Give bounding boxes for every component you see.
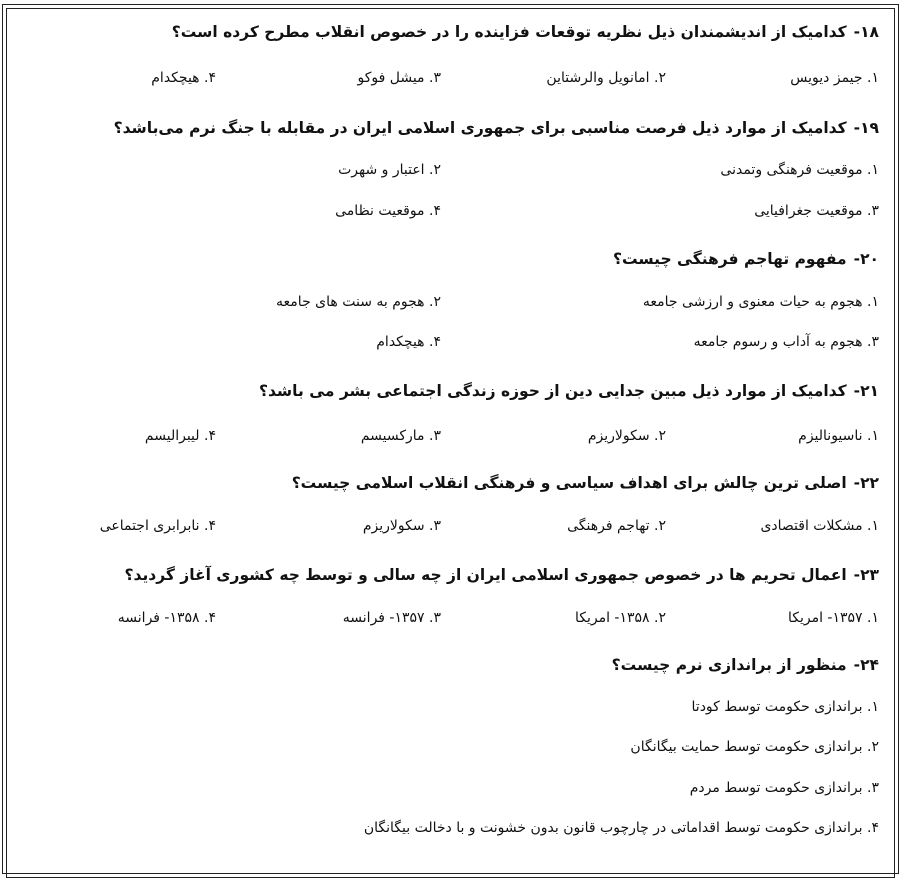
question-20-option-2: ۲. هجوم به سنت های جامعه <box>276 294 441 310</box>
question-18-option-1: ۱. جیمز دیویس <box>790 70 879 86</box>
question-18-option-3: ۳. میشل فوکو <box>357 70 441 86</box>
question-21-option-1: ۱. ناسیونالیزم <box>798 428 879 444</box>
question-20-option-3: ۳. هجوم به آداب و رسوم جامعه <box>693 334 879 350</box>
question-23-option-4: ۴. ۱۳۵۸- فرانسه <box>117 610 216 626</box>
question-24-option-2: ۲. براندازی حکومت توسط حمایت بیگانگان <box>630 739 879 755</box>
question-22-option-2: ۲. تهاجم فرهنگی <box>567 518 666 534</box>
question-24-option-1: ۱. براندازی حکومت توسط کودتا <box>691 699 879 715</box>
question-23-option-3: ۳. ۱۳۵۷- فرانسه <box>342 610 441 626</box>
question-21-option-3: ۳. مارکسیسم <box>360 428 441 444</box>
question-23-option-2: ۲. ۱۳۵۸- امریکا <box>574 610 666 626</box>
question-22-title: ۲۲-اصلی ترین چالش برای اهداف سیاسی و فرهنگی انقلاب اسلامی چیست؟ <box>291 474 879 492</box>
question-22-option-4: ۴. نابرابری اجتماعی <box>99 518 216 534</box>
question-24-option-4: ۴. براندازی حکومت توسط اقداماتی در چارچوب قانون بدون خشونت و با دخالت بیگانگان <box>363 820 879 836</box>
question-24-option-3: ۳. براندازی حکومت توسط مردم <box>689 780 879 796</box>
question-23-option-1: ۱. ۱۳۵۷- امریکا <box>787 610 879 626</box>
question-18-option-4: ۴. هیچکدام <box>151 70 216 86</box>
question-21-option-4: ۴. لیبرالیسم <box>144 428 216 444</box>
question-22-option-3: ۳. سکولاریزم <box>362 518 441 534</box>
question-20-title: ۲۰-مفهوم تهاجم فرهنگی چیست؟ <box>612 250 879 268</box>
question-20-option-1: ۱. هجوم به حیات معنوی و ارزشی جامعه <box>642 294 879 310</box>
question-19-option-3: ۳. موقعیت جغرافیایی <box>754 203 879 219</box>
question-19-option-2: ۲. اعتبار و شهرت <box>338 162 441 178</box>
question-list <box>22 0 879 868</box>
question-23-title: ۲۳-اعمال تحریم ها در خصوص جمهوری اسلامی ایران از چه سالی و توسط چه کشوری آغاز گردید؟ <box>124 566 879 584</box>
question-18-option-2: ۲. امانویل والرشتاین <box>546 70 666 86</box>
question-19-title: ۱۹-کدامیک از موارد ذیل فرصت مناسبی برای جمهوری اسلامی ایران در مقابله با جنگ نرم می‌باشد؟ <box>113 119 879 137</box>
question-19-option-4: ۴. موقعیت نظامی <box>335 203 441 219</box>
question-24-title: ۲۴-منظور از براندازی نرم چیست؟ <box>611 656 879 674</box>
question-21-option-2: ۲. سکولاریزم <box>587 428 666 444</box>
question-19-option-1: ۱. موقعیت فرهنگی وتمدنی <box>720 162 879 178</box>
question-22-option-1: ۱. مشکلات اقتصادی <box>760 518 879 534</box>
question-21-title: ۲۱-کدامیک از موارد ذیل مبین جدایی دین از حوزه زندگی اجتماعی بشر می باشد؟ <box>258 382 879 400</box>
question-18-title: ۱۸-کدامیک از اندیشمندان ذیل نظریه توقعات فزاینده را در خصوص انقلاب مطرح کرده است؟ <box>171 23 879 41</box>
question-20-option-4: ۴. هیچکدام <box>376 334 441 350</box>
